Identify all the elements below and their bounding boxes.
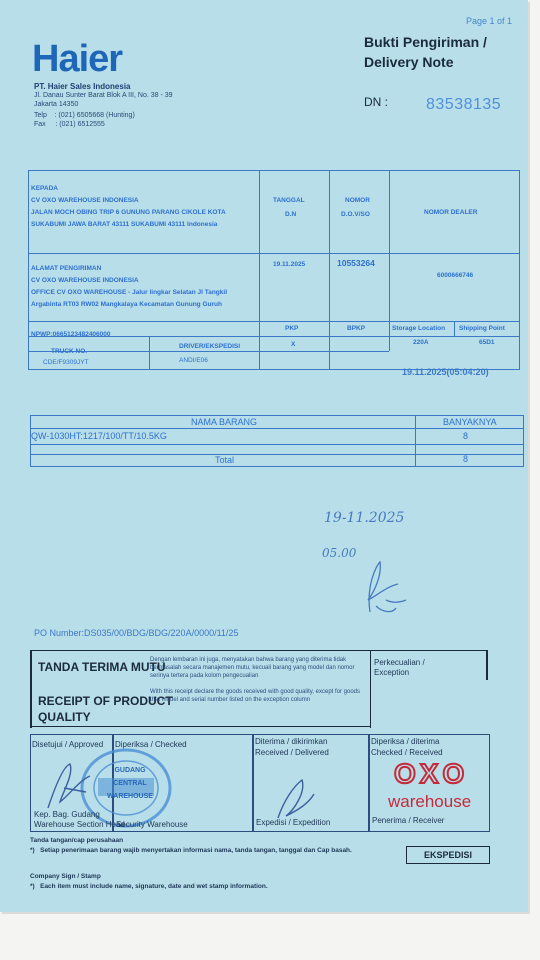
delivered-label-2: Received / Delivered: [255, 748, 329, 757]
truck-value: CDE/F9309JYT: [43, 359, 89, 366]
document-title-id: Bukti Pengiriman /: [364, 34, 487, 50]
delivered-label: Diterima / dikirimkan: [255, 737, 328, 746]
phone-line: Telp : (021) 6505668 (Hunting): [34, 112, 135, 119]
footer-company-sign: Company Sign / Stamp: [30, 873, 101, 880]
banyaknya-header: BANYAKNYA: [443, 417, 497, 427]
haier-logo: Haier: [32, 38, 123, 80]
kepada-line: SUKABUMI JAWA BARAT 43111 SUKABUMI 43111 Indonesia: [31, 221, 218, 228]
npwp: NPWP:0665123482406000: [31, 331, 111, 338]
oxo-logo: OXO: [394, 758, 469, 789]
storage-location-value: 220A: [413, 339, 429, 346]
pkp-value: X: [291, 341, 296, 348]
stamp-text: GUDANG CENTRAL WAREHOUSE: [107, 767, 153, 800]
ekspedisi-box: EKSPEDISI: [406, 846, 490, 864]
total-value: 8: [463, 454, 469, 464]
section-head-label-2: Warehouse Section Head: [34, 820, 125, 829]
received-label-2: Checked / Received: [371, 748, 443, 757]
driver-label: DRIVER/EKSPEDISI: [179, 343, 241, 350]
alamat-line: CV OXO WAREHOUSE INDONESIA: [31, 277, 139, 284]
approved-label: Disetujui / Approved: [32, 740, 104, 749]
expedition-label: Expedisi / Expedition: [256, 818, 331, 827]
checked-label: Diperiksa / Checked: [115, 740, 187, 749]
dn-column-label: D.N: [285, 211, 297, 218]
expedition-signature: [268, 770, 328, 824]
dealer-label: NOMOR DEALER: [424, 209, 478, 216]
received-label: Diperiksa / diterima: [371, 737, 440, 746]
goods-row-qty: 8: [463, 431, 469, 441]
alamat-line: OFFICE CV OXO WAREHOUSE - Jalur lingkar Selatan Jl Tangkil: [31, 289, 228, 296]
goods-table: [30, 415, 524, 467]
footer-sign-note: Tanda tangan/cap perusahaan: [30, 837, 124, 844]
receipt-quality-block: [30, 650, 488, 730]
po-number: PO Number:DS035/00/BDG/BDG/220A/0000/11/25: [34, 628, 239, 638]
footer-instruction-id: *) Setiap penerimaan barang wajib menyertakan informasi nama, tanda tangan, tanggal dan Cap basah.: [30, 847, 352, 854]
section-head-label: Kep. Bag. Gudang: [34, 810, 100, 819]
nama-barang-header: NAMA BARANG: [191, 417, 258, 427]
receipt-title-en: RECEIPT OF PRODUCT: [38, 694, 173, 708]
handwritten-time: 05.00: [322, 546, 357, 560]
receipt-title-id: TANDA TERIMA MUTU: [38, 660, 166, 674]
exception-label: Perkecualian / Exception: [374, 658, 425, 677]
receiver-label: Penerima / Receiver: [372, 816, 445, 825]
shipping-point-label: Shipping Point: [459, 325, 505, 332]
address-line: Jl. Danau Sunter Barat Blok A III, No. 38 - 39: [34, 92, 173, 99]
alamat-label: ALAMAT PENGIRIMAN: [31, 265, 102, 272]
receipt-text-id: Dengan lembaran ini juga, menyatakan bahwa barang yang diterima tidak bermasalah secara manajemen mutu, kecuali barang yang model dan nomor serinya tertera pada kolom pengecualian: [150, 657, 355, 679]
alamat-line: Argabinta RT03 RW02 Mangkalaya Kecamatan Gunung Guruh: [31, 301, 222, 308]
kepada-label: KEPADA: [31, 185, 58, 192]
document-title-en: Delivery Note: [364, 54, 454, 70]
dealer-value: 6000666746: [437, 272, 474, 279]
receipt-text-en: With this receipt declare the goods received with good quality, except for goods that model and serial number listed on the exception column: [150, 689, 361, 703]
company-name: PT. Haier Sales Indonesia: [34, 82, 131, 91]
truck-label: TRUCK NO.: [51, 348, 88, 355]
approved-signature: [40, 754, 100, 814]
do-label: D.O.V/SO: [341, 211, 370, 218]
kepada-line: CV OXO WAREHOUSE INDONESIA: [31, 197, 139, 204]
nomor-label: NOMOR: [345, 197, 370, 204]
dn-number: 83538135: [426, 96, 502, 113]
oxo-warehouse-text: warehouse: [388, 792, 472, 811]
print-timestamp: 19.11.2025(05:04:20): [402, 367, 489, 377]
recipient-info-table: [28, 170, 520, 370]
driver-value: ANDI/E06: [179, 357, 208, 364]
handwritten-date: 19-11.2025: [324, 510, 405, 526]
kepada-line: JALAN MOCH OBING TRIP 6 GUNUNG PARANG CIKOLE KOTA: [31, 209, 226, 216]
tanggal-label: TANGGAL: [273, 197, 305, 204]
receipt-title-en-2: QUALITY: [38, 710, 91, 724]
dn-label: DN :: [364, 95, 388, 109]
fax-line: Fax : (021) 6512555: [34, 121, 105, 128]
date-value: 19.11.2025: [273, 261, 306, 268]
page-number: Page 1 of 1: [466, 16, 513, 26]
handwritten-signature: [356, 556, 410, 620]
nomor-value: 10553264: [337, 258, 375, 268]
security-label: Security Warehouse: [116, 820, 188, 829]
total-label: Total: [215, 455, 235, 465]
storage-location-label: Storage Location: [392, 325, 446, 332]
shipping-point-value: 65D1: [479, 339, 495, 346]
address-line: Jakarta 14350: [34, 101, 79, 108]
pkp-label: PKP: [285, 325, 299, 332]
footer-instruction-en: *) Each item must include name, signature, date and wet stamp information.: [30, 883, 268, 890]
goods-row-name: QW-1030HT:1217/100/TT/10.5KG: [31, 431, 167, 441]
bpkp-label: BPKP: [347, 325, 366, 332]
